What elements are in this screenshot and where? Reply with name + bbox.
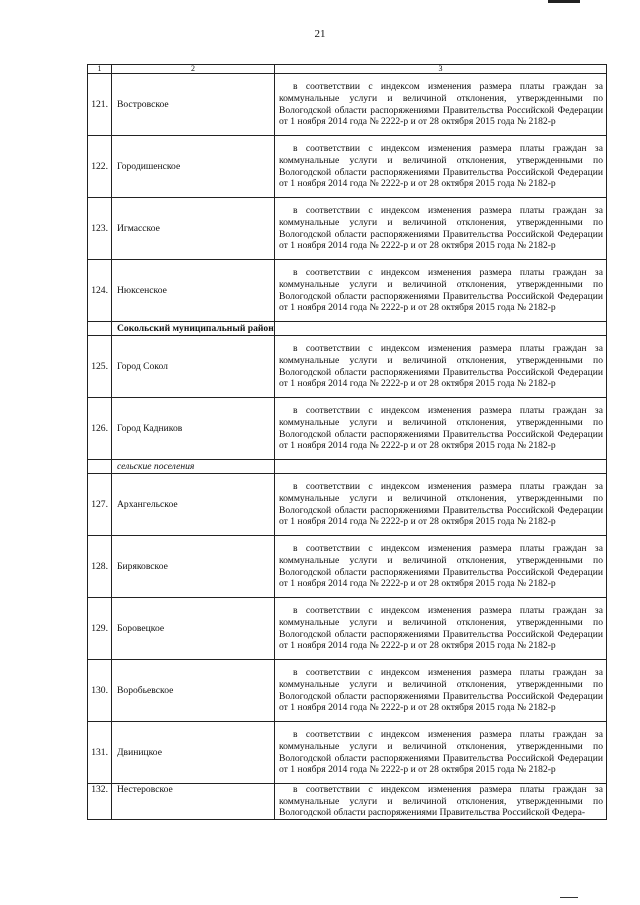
basis-text: в соответствии с индексом изменения размера платы граждан за коммунальные услуги и величиной отклонения, утвержденными по Вологодской области распоряжениями Правительства Российской Федерации от 1 ноября 2014 года № 2222-р и от 28 октября 2015 года № 2182-р <box>279 267 603 314</box>
settlement-name: Нестеровское <box>112 784 275 820</box>
empty-cell <box>88 460 112 474</box>
settlement-name: Боровецкое <box>112 598 275 660</box>
table-row <box>88 336 607 398</box>
basis-description <box>275 536 607 598</box>
basis-text: в соответствии с индексом изменения размера платы граждан за коммунальные услуги и величиной отклонения, утвержденными по Вологодской области распоряжениями Правительства Российской Федера- <box>279 784 603 819</box>
settlement-name: Город Кадников <box>112 398 275 460</box>
settlement-name: Двиницкое <box>112 722 275 784</box>
basis-description <box>275 474 607 536</box>
empty-cell <box>275 322 607 336</box>
settlement-name: Город Сокол <box>112 336 275 398</box>
basis-description <box>275 198 607 260</box>
row-number: 127. <box>88 474 112 536</box>
basis-description <box>275 398 607 460</box>
basis-text: в соответствии с индексом изменения размера платы граждан за коммунальные услуги и величиной отклонения, утвержденными по Вологодской области распоряжениями Правительства Российской Федерации от 1 ноября 2014 года № 2222-р и от 28 октября 2015 года № 2182-р <box>279 143 603 190</box>
row-number: 131. <box>88 722 112 784</box>
row-number: 125. <box>88 336 112 398</box>
empty-cell <box>88 322 112 336</box>
basis-text: в соответствии с индексом изменения размера платы граждан за коммунальные услуги и величиной отклонения, утвержденными по Вологодской области распоряжениями Правительства Российской Федерации от 1 ноября 2014 года № 2222-р и от 28 октября 2015 года № 2182-р <box>279 81 603 128</box>
basis-text: в соответствии с индексом изменения размера платы граждан за коммунальные услуги и величиной отклонения, утвержденными по Вологодской области распоряжениями Правительства Российской Федерации от 1 ноября 2014 года № 2222-р и от 28 октября 2015 года № 2182-р <box>279 205 603 252</box>
subsection-title: сельские поселения <box>112 460 275 474</box>
table-row <box>88 784 607 820</box>
settlement-name: Воробьевское <box>112 660 275 722</box>
scan-corner-mark <box>548 0 580 3</box>
basis-description <box>275 336 607 398</box>
table-row <box>88 398 607 460</box>
table-header-row <box>88 65 607 74</box>
row-number: 128. <box>88 536 112 598</box>
settlement-name: Городишенское <box>112 136 275 198</box>
row-number: 121. <box>88 74 112 136</box>
table-row <box>88 598 607 660</box>
basis-text: в соответствии с индексом изменения размера платы граждан за коммунальные услуги и величиной отклонения, утвержденными по Вологодской области распоряжениями Правительства Российской Федерации от 1 ноября 2014 года № 2222-р и от 28 октября 2015 года № 2182-р <box>279 481 603 528</box>
table-row <box>88 660 607 722</box>
basis-description <box>275 784 607 820</box>
table-row <box>88 198 607 260</box>
row-number: 123. <box>88 198 112 260</box>
row-number: 122. <box>88 136 112 198</box>
row-number: 129. <box>88 598 112 660</box>
table-row <box>88 136 607 198</box>
settlement-name: Архангельское <box>112 474 275 536</box>
basis-description <box>275 660 607 722</box>
column-header-3: 3 <box>275 65 607 74</box>
subsection-title-row <box>88 460 607 474</box>
basis-description <box>275 260 607 322</box>
table-row <box>88 260 607 322</box>
basis-text: в соответствии с индексом изменения размера платы граждан за коммунальные услуги и величиной отклонения, утвержденными по Вологодской области распоряжениями Правительства Российской Федерации от 1 ноября 2014 года № 2222-р и от 28 октября 2015 года № 2182-р <box>279 405 603 452</box>
empty-cell <box>275 460 607 474</box>
row-number: 132. <box>88 784 112 820</box>
section-title-row <box>88 322 607 336</box>
table-row <box>88 722 607 784</box>
settlement-name: Биряковское <box>112 536 275 598</box>
basis-description <box>275 136 607 198</box>
section-title: Сокольский муниципальный район <box>112 322 275 336</box>
basis-text: в соответствии с индексом изменения размера платы граждан за коммунальные услуги и величиной отклонения, утвержденными по Вологодской области распоряжениями Правительства Российской Федерации от 1 ноября 2014 года № 2222-р и от 28 октября 2015 года № 2182-р <box>279 605 603 652</box>
basis-description <box>275 722 607 784</box>
settlements-table <box>87 64 607 820</box>
basis-text: в соответствии с индексом изменения размера платы граждан за коммунальные услуги и величиной отклонения, утвержденными по Вологодской области распоряжениями Правительства Российской Федерации от 1 ноября 2014 года № 2222-р и от 28 октября 2015 года № 2182-р <box>279 667 603 714</box>
table-row <box>88 474 607 536</box>
table-row <box>88 74 607 136</box>
basis-text: в соответствии с индексом изменения размера платы граждан за коммунальные услуги и величиной отклонения, утвержденными по Вологодской области распоряжениями Правительства Российской Федерации от 1 ноября 2014 года № 2222-р и от 28 октября 2015 года № 2182-р <box>279 343 603 390</box>
row-number: 126. <box>88 398 112 460</box>
table-row <box>88 536 607 598</box>
basis-text: в соответствии с индексом изменения размера платы граждан за коммунальные услуги и величиной отклонения, утвержденными по Вологодской области распоряжениями Правительства Российской Федерации от 1 ноября 2014 года № 2222-р и от 28 октября 2015 года № 2182-р <box>279 729 603 776</box>
basis-description <box>275 598 607 660</box>
settlement-name: Игмасское <box>112 198 275 260</box>
settlement-name: Востровское <box>112 74 275 136</box>
row-number: 130. <box>88 660 112 722</box>
row-number: 124. <box>88 260 112 322</box>
basis-text: в соответствии с индексом изменения размера платы граждан за коммунальные услуги и величиной отклонения, утвержденными по Вологодской области распоряжениями Правительства Российской Федерации от 1 ноября 2014 года № 2222-р и от 28 октября 2015 года № 2182-р <box>279 543 603 590</box>
settlement-name: Нюксенское <box>112 260 275 322</box>
basis-description <box>275 74 607 136</box>
page-number: 21 <box>314 28 326 40</box>
footer-mark <box>560 897 578 898</box>
column-header-1: 1 <box>88 65 112 74</box>
column-header-2: 2 <box>112 65 275 74</box>
